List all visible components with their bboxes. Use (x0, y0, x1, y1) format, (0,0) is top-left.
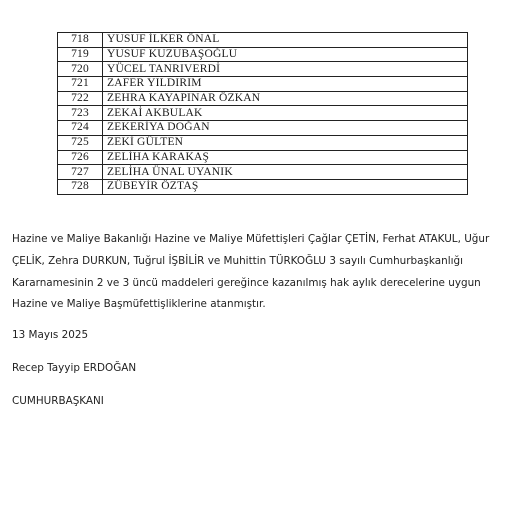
person-name: ZEKAİ AKBULAK (103, 106, 468, 121)
person-name: ZEKİ GÜLTEN (103, 135, 468, 150)
table-row (58, 62, 468, 77)
table-row (58, 91, 468, 106)
row-number: 728 (58, 179, 103, 194)
row-number: 724 (58, 121, 103, 136)
row-number: 721 (58, 77, 103, 92)
row-number: 720 (58, 62, 103, 77)
person-name: ZEKERİYA DOĞAN (103, 121, 468, 136)
table-row (58, 106, 468, 121)
appointee-table-body (58, 33, 468, 195)
row-number: 719 (58, 47, 103, 62)
row-number: 718 (58, 33, 103, 48)
table-row (58, 77, 468, 92)
signer-title: CUMHURBAŞKANI (12, 395, 104, 407)
person-name: ZELİHA KARAKAŞ (103, 150, 468, 165)
table-row (58, 135, 468, 150)
decree-date: 13 Mayıs 2025 (12, 329, 89, 341)
person-name: ZÜBEYİR ÖZTAŞ (103, 179, 468, 194)
table-row (58, 121, 468, 136)
row-number: 727 (58, 165, 103, 180)
row-number: 723 (58, 106, 103, 121)
table-row (58, 33, 468, 48)
person-name: ZELİHA ÜNAL UYANIK (103, 165, 468, 180)
row-number: 726 (58, 150, 103, 165)
appointment-paragraph: Hazine ve Maliye Bakanlığı Hazine ve Maliye Müfettişleri Çağlar ÇETİN, Ferhat ATAKUL, Uğur ÇELİK, Zehra DURKUN, Tuğrul İŞBİLİR ve Muhittin TÜRKOĞLU 3 sayılı Cumhurbaşkanlığı Kararnamesinin 2 ve 3 üncü maddeleri gereğince kazanılmış hak aylık derecelerine uygun Hazine ve Maliye Başmüfettişliklerine atanmıştır. (12, 233, 490, 311)
person-name: YUSUF KUZUBAŞOĞLU (103, 47, 468, 62)
person-name: ZAFER YILDIRIM (103, 77, 468, 92)
table-row (58, 47, 468, 62)
scanned-name-table (57, 32, 468, 195)
row-number: 725 (58, 135, 103, 150)
table-row (58, 165, 468, 180)
person-name: ZEHRA KAYAPINAR ÖZKAN (103, 91, 468, 106)
person-name: YUSUF İLKER ÖNAL (103, 33, 468, 48)
appointee-table (57, 32, 468, 195)
person-name: YÜCEL TANRIVERDİ (103, 62, 468, 77)
row-number: 722 (58, 91, 103, 106)
table-row (58, 179, 468, 194)
table-row (58, 150, 468, 165)
signer-name: Recep Tayyip ERDOĞAN (12, 362, 137, 374)
